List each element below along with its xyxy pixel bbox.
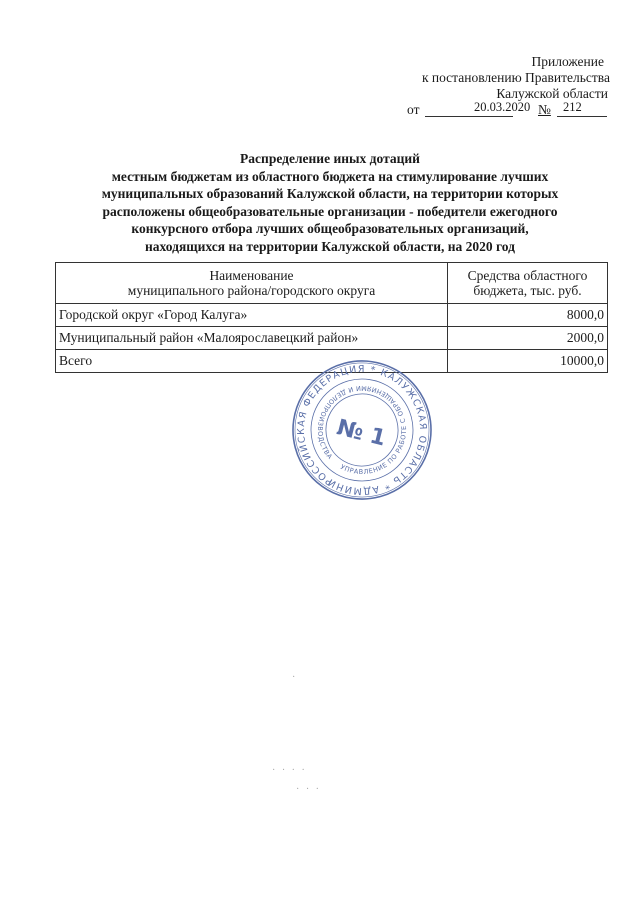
decree-date: 20.03.2020	[474, 100, 531, 114]
decree-date-line	[380, 100, 610, 118]
table-row	[56, 327, 608, 350]
title-line: местным бюджетам из областного бюджета на стимулирование лучших	[111, 168, 549, 184]
number-sign: №	[538, 102, 551, 117]
scan-smudge: · · ·	[296, 784, 321, 795]
distribution-table	[55, 262, 608, 373]
scan-dot: ·	[292, 672, 298, 683]
header-amount-line: бюджета, тыс. руб.	[473, 283, 582, 298]
decree-number: 212	[563, 100, 582, 114]
title-line: расположены общеобразовательные организации - победители ежегодного	[102, 203, 558, 219]
number-underline	[557, 116, 607, 117]
appendix-region: Калужской области	[496, 86, 608, 101]
total-value: 10000,0	[448, 350, 608, 373]
appendix-label: Приложение	[531, 54, 604, 69]
title-line: муниципальных образований Калужской области, на территории которых	[101, 186, 559, 201]
document-title	[50, 150, 610, 255]
total-label: Всего	[56, 350, 448, 373]
header-municipality-line: муниципального района/городского округа	[127, 283, 376, 298]
date-prefix: от	[407, 102, 420, 117]
seal-inner-text: УПРАВЛЕНИЕ ПО РАБОТЕ С ОБРАЩЕНИЯМИ И ДЕЛОПРОИЗВОДСТВА	[315, 383, 409, 477]
header-municipality	[56, 263, 448, 304]
title-line: Распределение иных дотаций	[240, 151, 420, 166]
scan-smudge: · · · ·	[272, 765, 307, 776]
title-line: находящихся на территории Калужской области, на 2020 год	[145, 238, 515, 254]
official-seal-stamp	[290, 358, 434, 502]
table-header-row	[56, 263, 608, 304]
seal-outer-text: РОССИЙСКАЯ ФЕДЕРАЦИЯ * КАЛУЖСКАЯ ОБЛАСТЬ * АДМИНИСТРАЦИЯ	[295, 363, 429, 497]
date-underline	[425, 116, 513, 117]
header-amount-line: Средства областного	[467, 267, 588, 283]
table-row	[56, 304, 608, 327]
amount-value: 8000,0	[448, 304, 608, 327]
municipality-name: Городской округ «Город Калуга»	[56, 304, 448, 327]
appendix-decree-ref: к постановлению Правительства	[421, 70, 610, 85]
header-amount	[448, 263, 608, 304]
header-municipality-line: Наименование	[209, 267, 294, 283]
municipality-name: Муниципальный район «Малоярославецкий район»	[56, 327, 448, 350]
appendix-header	[370, 54, 610, 102]
amount-value: 2000,0	[448, 327, 608, 350]
seal-graphic	[290, 358, 434, 502]
seal-center-number: № 1	[334, 415, 389, 452]
title-line: конкурсного отбора лучших общеобразовательных организаций,	[131, 221, 529, 236]
